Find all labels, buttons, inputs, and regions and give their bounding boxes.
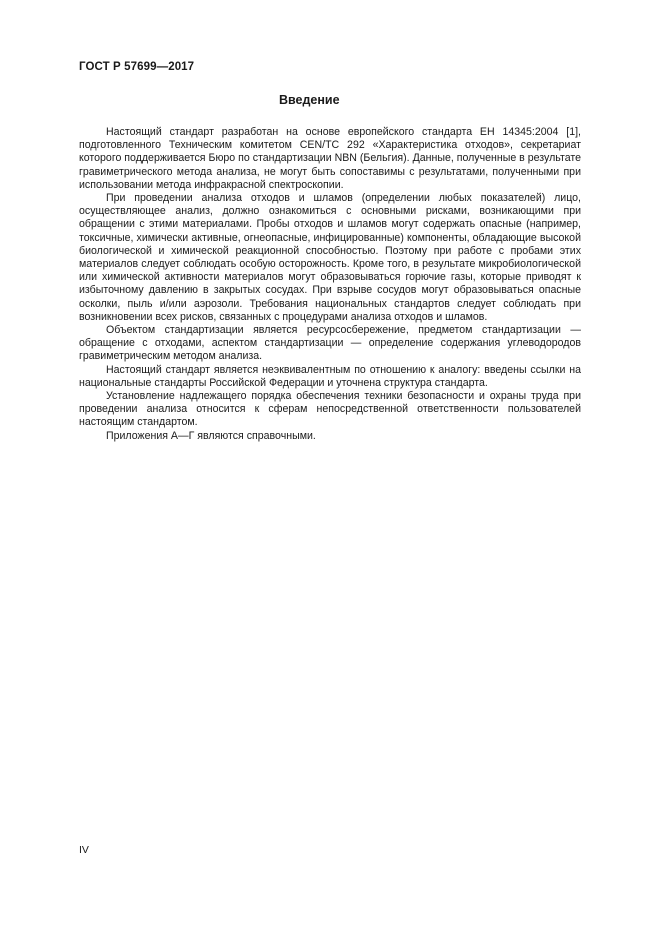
paragraph: Приложения А—Г являются справочными.	[106, 429, 316, 442]
paragraph: Настоящий стандарт является неэквивалентным по отношению к аналогу: введены ссылки на национальные стандарты Российской Федерации и уточнена структура стандарта.	[79, 363, 581, 389]
paragraph: При проведении анализа отходов и шламов (определении любых показателей) лицо, осуществляющее анализ, должно ознакомиться с основными рисками, возникающими при обращении с этими материалами. Пробы отходов и шламов могут содержать опасные (например, токсичные, химически активные, огнеопасные, инфицированные) компоненты, обладающие высокой биологической и химической реакционной способностью. Поэтому при работе с пробами этих материалов следует соблюдать особую осторожность. Кроме того, в результате микробиологической или химической активности материалов могут образовываться горючие газы, которые приводят к избыточному давлению в закрытых сосудах. При взрыве сосудов могут образовываться опасные осколки, пыль и/или аэрозоли. Требования национальных стандартов следует соблюдать при возникновении всех рисков, связанных с процедурами анализа отходов и шламов.	[79, 192, 581, 323]
paragraph: Установление надлежащего порядка обеспечения техники безопасности и охраны труда при проведении анализа относится к сферам непосредственной ответственности пользователей настоящим стандартом.	[79, 390, 581, 429]
page-number: IV	[79, 844, 89, 856]
document-code: ГОСТ Р 57699—2017	[79, 61, 195, 73]
paragraph: Объектом стандартизации является ресурсосбережение, предметом стандартизации — обращение с отходами, аспектом стандартизации — определение содержания углеводородов гравиметрическим методом анализа.	[79, 324, 581, 363]
body-text	[79, 126, 581, 443]
section-title: Введение	[279, 93, 340, 107]
paragraph: Настоящий стандарт разработан на основе европейского стандарта ЕН 14345:2004 [1], подготовленного Техническим комитетом CEN/TC 292 «Характеристика отходов», секретариат которого поддерживается Бюро по стандартизации NBN (Бельгия). Данные, полученные в результате гравиметрического метода анализа, не могут быть сопоставимы с результатами, полученными при использовании метода инфракрасной спектроскопии.	[79, 126, 581, 191]
